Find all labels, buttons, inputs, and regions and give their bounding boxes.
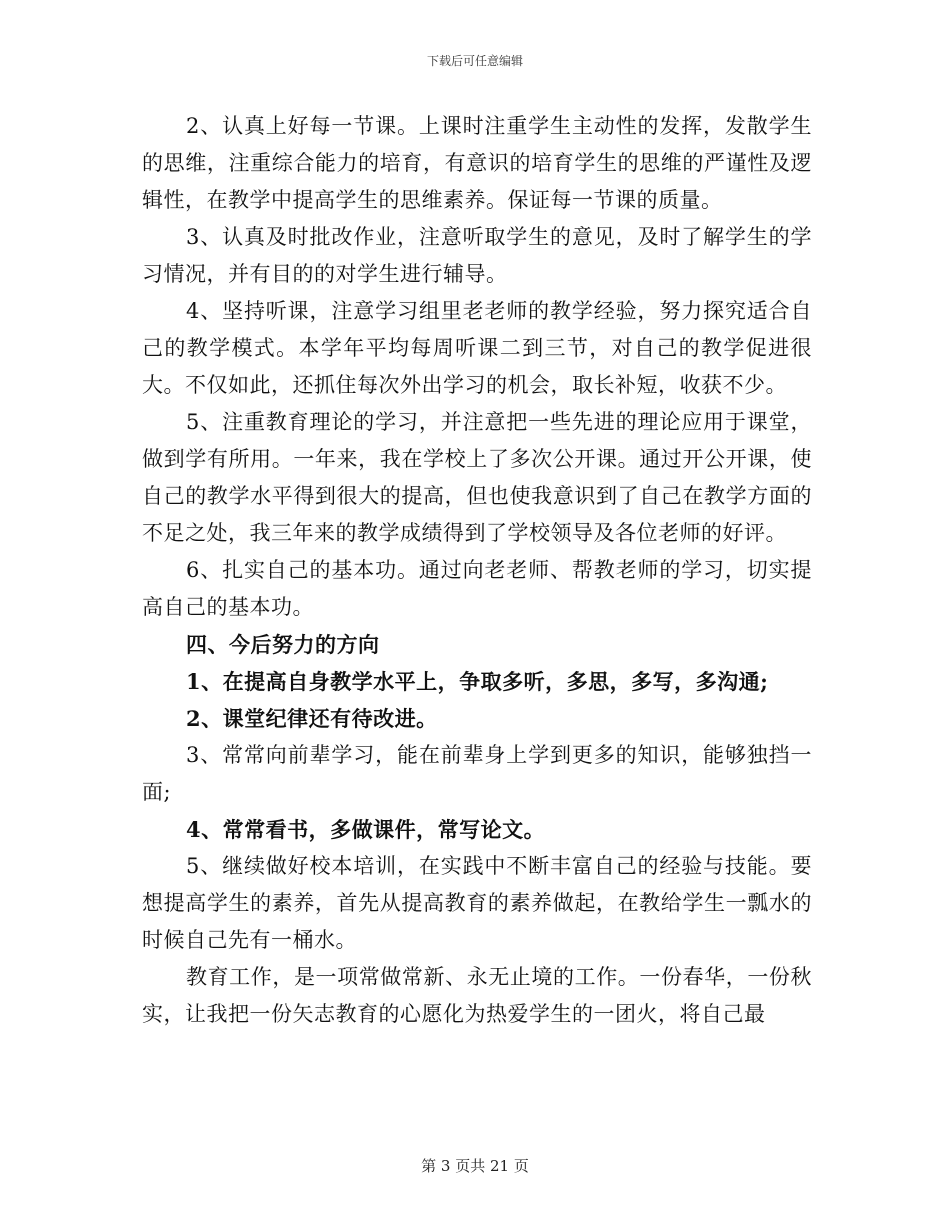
paragraph-item-3: 3、认真及时批改作业，注意听取学生的意见，及时了解学生的学习情况，并有目的的对学生进行辅导。 [142,225,812,286]
document-body [142,108,812,1033]
direction-item-4: 4、常常看书，多做课件，常写论文。 [186,817,546,842]
paragraph-item-2: 2、认真上好每一节课。上课时注重学生主动性的发挥，发散学生的思维，注重综合能力的培育，有意识的培育学生的思维的严谨性及逻辑性，在教学中提高学生的思维素养。保证每一节课的质量。 [142,114,812,212]
page-number-footer: 第 3 页共 21 页 [421,1157,529,1175]
direction-item-3: 3、常常向前辈学习，能在前辈身上学到更多的知识，能够独挡一面; [142,743,812,804]
direction-item-2: 2、课堂纪律还有待改进。 [186,706,438,731]
direction-item-5: 5、继续做好校本培训，在实践中不断丰富自己的经验与技能。要想提高学生的素养，首先从提高教育的素养做起，在教给学生一瓢水的时候自己先有一桶水。 [142,854,812,952]
paragraph-item-5: 5、注重教育理论的学习，并注意把一些先进的理论应用于课堂，做到学有所用。一年来，我在学校上了多次公开课。通过开公开课，使自己的教学水平得到很大的提高，但也使我意识到了自己在教学方面的不足之处，我三年来的教学成绩得到了学校领导及各位老师的好评。 [142,410,812,545]
closing-paragraph: 教育工作，是一项常做常新、永无止境的工作。一份春华，一份秋实，让我把一份矢志教育的心愿化为热爱学生的一团火，将自己最 [142,965,812,1026]
paragraph-item-6: 6、扎实自己的基本功。通过向老老师、帮教老师的学习，切实提高自己的基本功。 [142,558,812,619]
paragraph-item-4: 4、坚持听课，注意学习组里老老师的教学经验，努力探究适合自己的教学模式。本学年平均每周听课二到三节，对自己的教学促进很大。不仅如此，还抓住每次外出学习的机会，取长补短，收获不少。 [142,299,812,397]
direction-item-1: 1、在提高自身教学水平上，争取多听，多思，多写，多沟通; [186,669,769,694]
page-header: 下载后可任意编辑 [426,54,523,68]
section-heading: 四、今后努力的方向 [186,632,380,657]
